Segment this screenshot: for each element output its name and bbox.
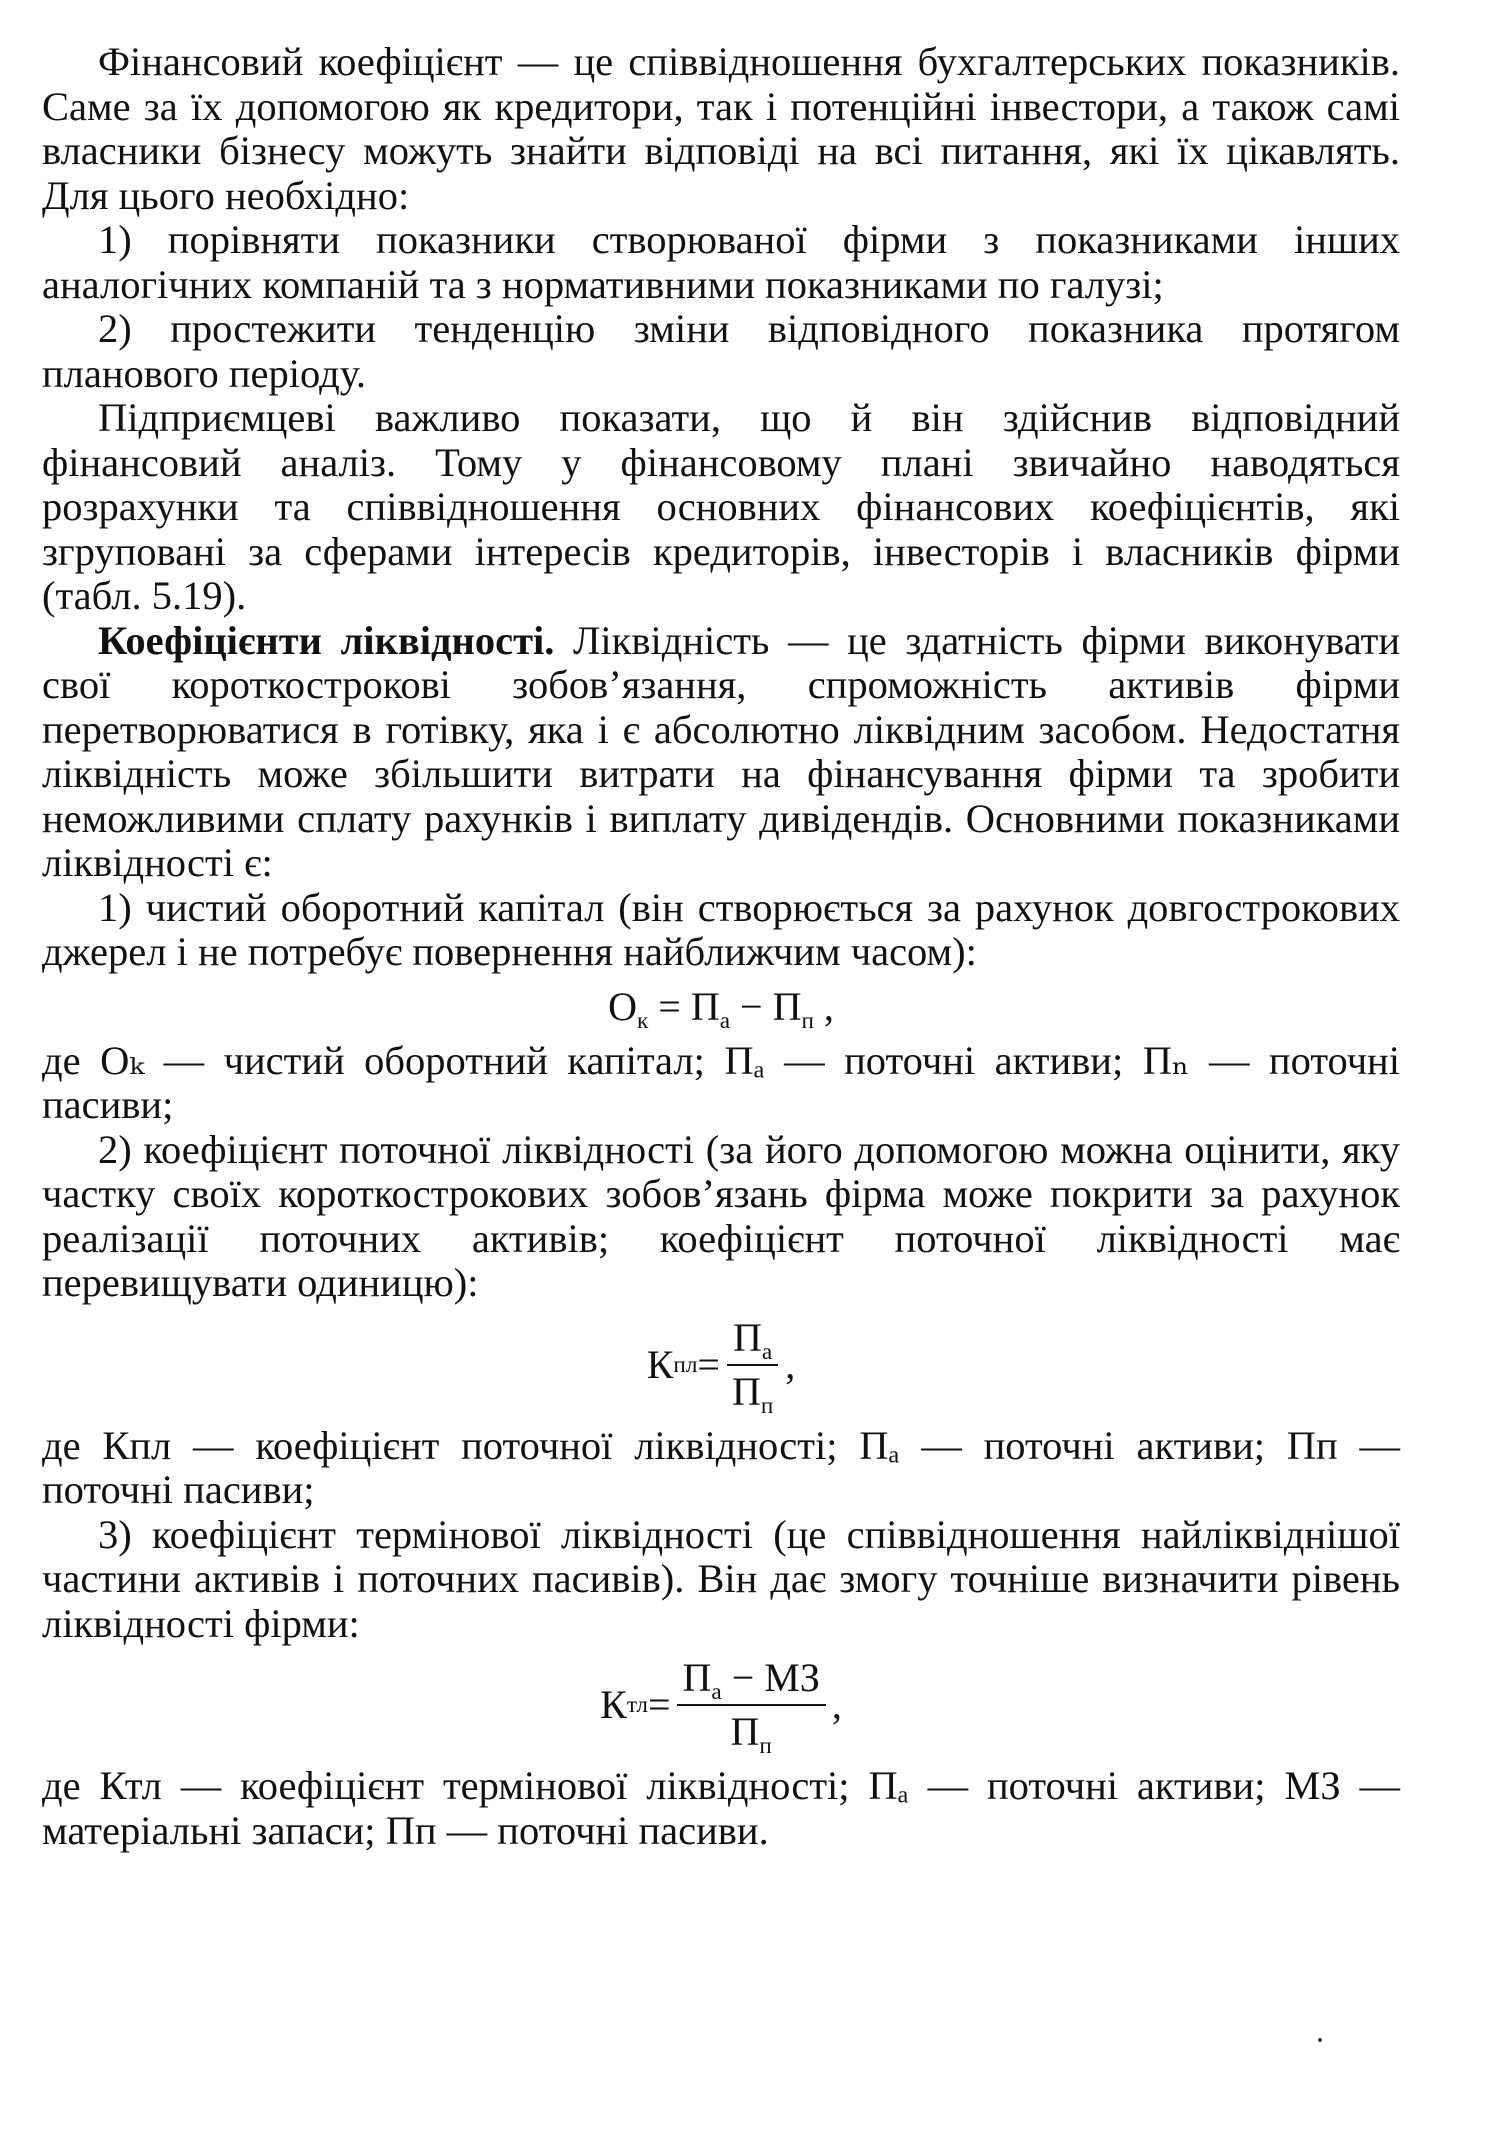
- formula-punctuation: ,: [785, 1341, 796, 1387]
- formula-net-working-capital: [42, 983, 1400, 1034]
- paragraph-intro: Фінансовий коефіцієнт — це співвідношення бухгалтерських показників. Саме за їх допомогою як кредитори, так і потенційні інвестори, а також самі власники бізнесу можуть знайти відповіді на всі питання, які їх цікавлять. Для цього необхідно:: [42, 39, 1400, 218]
- fraction-denominator: $П_п$: [731, 1368, 774, 1419]
- paragraph-net-working-capital: 1) чистий оборотний капітал (він створюється за рахунок довгострокових джерел і не потребує повернення найближчим часом):: [42, 884, 1400, 974]
- paragraph-liquidity: [42, 619, 1400, 886]
- paragraph-current-ratio: 2) коефіцієнт поточної ліквідності (за його допомогою можна оцінити, яку частку своїх короткострокових зобов’язань фірма може покрити за рахунок реалізації поточних активів; коефіцієнт поточної ліквідності має перевищувати одиницю):: [42, 1126, 1400, 1305]
- paragraph-definition-2: де Кпл — коефіцієнт поточної ліквідності; Пₐ — поточні активи; Пп — поточні пасиви;: [42, 1422, 1400, 1512]
- page-content: [42, 40, 1400, 2100]
- scan-speck: [1318, 2038, 1322, 2042]
- formula-symbol: П: [772, 983, 802, 1029]
- formula-punctuation: ,: [813, 983, 834, 1029]
- fraction-numerator: $П_а$ − МЗ: [677, 1656, 826, 1706]
- formula-quick-ratio: К тл = $\frac{П_а - МЗ}{П_п}$ ,: [600, 1655, 842, 1760]
- formula-punctuation: ,: [831, 1682, 842, 1727]
- paragraph-quick-ratio: 3) коефіцієнт термінової ліквідності (це співвідношення найліквіднішої частини активів і поточних пасивів). Він дає змогу точніше визначити рівень ліквідності фірми:: [42, 1511, 1400, 1646]
- fraction-denominator: $П_п$: [730, 1709, 772, 1760]
- paragraph-definition-1: де Оₖ — чистий оборотний капітал; Пₐ — поточні активи; Пₙ — поточні пасиви;: [42, 1037, 1400, 1127]
- fraction-numerator: $П_а$: [727, 1316, 778, 1366]
- formula-symbol: О: [608, 983, 637, 1029]
- formula-symbol: К: [646, 1341, 674, 1387]
- formula-fraction: [677, 1655, 826, 1760]
- paragraph-analysis: Підприємцеві важливо показати, що й він здійснив відповідний фінансовий аналіз. Тому у фінансовому плані звичайно наводяться розрахунки та співвідношення основних фінансових коефіцієнтів, які згруповані за сферами інтересів кредиторів, інвесторів і власників фірми (табл. 5.19).: [42, 395, 1400, 618]
- formula-subscript: а: [719, 1007, 731, 1034]
- formula-operator: =: [647, 1682, 671, 1727]
- paragraph-definition-3: де Ктл — коефіцієнт термінової ліквідності; Пₐ — поточні активи; МЗ — матеріальні запаси; Пп — поточні пасиви.: [42, 1763, 1400, 1853]
- formula-subscript: к: [637, 1007, 649, 1034]
- formula-current-ratio: К пл = $\frac{П_а}{П_п}$ ,: [646, 1314, 796, 1419]
- liquidity-text: Ліквідність — це здатність фірми виконувати свої короткострокові зобов’язання, спроможність активів фірми перетворюватися в готівку, яка і є абсолютно ліквідним засобом. Недостатня ліквідність може збільшити витрати на фінансування фірми та зробити неможливими сплату рахунків і виплату дивідендів. Основними показниками ліквідності є:: [42, 617, 1400, 885]
- formula-symbol: К: [600, 1682, 627, 1727]
- formula-operator: =: [648, 983, 691, 1029]
- formula-subscript: п: [801, 1007, 814, 1034]
- formula-operator: −: [730, 983, 773, 1029]
- formula-fraction: [726, 1314, 779, 1419]
- formula-operator: =: [697, 1341, 720, 1387]
- paragraph-item-1: 1) порівняти показники створюваної фірми з показниками інших аналогічних компаній та з нормативними показниками по галузі;: [42, 217, 1400, 307]
- liquidity-heading: Коефіцієнти ліквідності.: [98, 617, 555, 663]
- formula-symbol: П: [690, 983, 720, 1029]
- paragraph-item-2: 2) простежити тенденцію зміни відповідного показника протягом планового періоду.: [42, 306, 1400, 396]
